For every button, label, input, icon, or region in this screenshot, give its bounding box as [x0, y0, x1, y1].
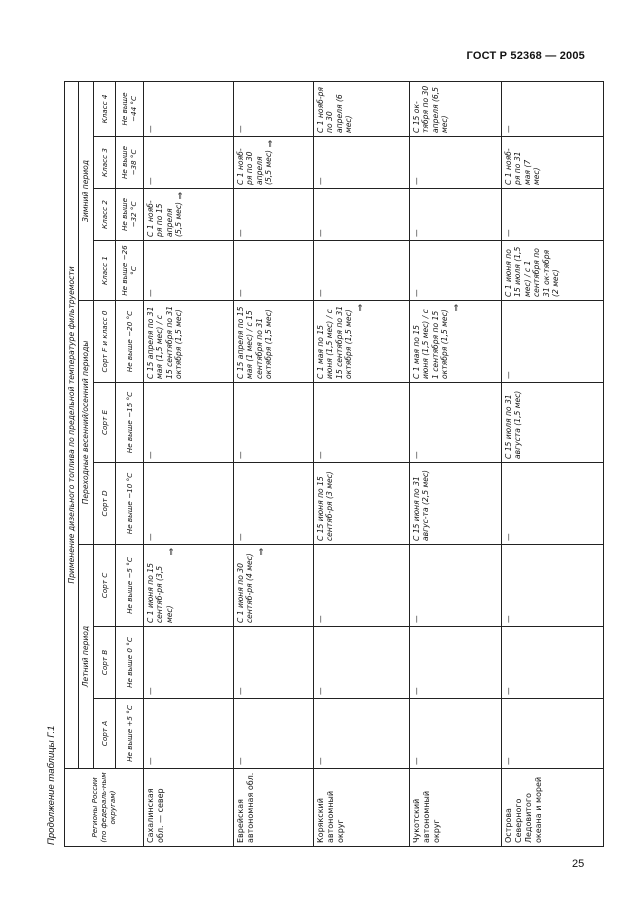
column-limit: Не выше −15 °С [115, 383, 143, 463]
column-limit: Не выше −32 °С [115, 189, 143, 241]
column-name: Класс 1 [93, 241, 115, 301]
dash-mark: — [503, 125, 513, 133]
period-text: С 1 июня по 15 сентяб-ря (3,5 мес) [145, 563, 174, 623]
table-cell [501, 699, 603, 769]
dash-mark: — [235, 125, 245, 133]
rotated-table [64, 82, 561, 847]
column-name: Сорт E [93, 383, 115, 463]
dash-mark: — [503, 533, 513, 541]
region-name: Еврейская автономная обл. [233, 769, 313, 847]
table-cell [233, 699, 313, 769]
group-transition: Переходные весенний/осенний периоды [79, 301, 93, 545]
dash-mark: — [315, 687, 325, 695]
region-name: Острова Северного Ледовитого океана и морей [501, 769, 603, 847]
dash-mark: — [145, 289, 155, 297]
table-row [409, 81, 501, 846]
standard-designation: ГОСТ Р 52368 — 2005 [466, 50, 585, 62]
period-text: С 1 нояб-ря по 15 апреля (5,5 мес) [145, 200, 184, 237]
dash-mark: — [411, 757, 421, 765]
column-limit: Не выше 0 °С [115, 627, 143, 699]
table-row [313, 81, 409, 846]
dash-mark: — [145, 177, 155, 185]
dash-mark: — [503, 229, 513, 237]
table-cell [409, 81, 501, 136]
table-cell [143, 383, 233, 463]
column-limit: Не выше +5 °С [115, 699, 143, 769]
column-name: Сорт D [93, 463, 115, 545]
table-cell [143, 699, 233, 769]
table-cell [313, 383, 409, 463]
table-cell [313, 81, 409, 136]
table-cell [409, 545, 501, 627]
page-number: 25 [572, 858, 585, 870]
arrow-icon: ⇒ [355, 304, 366, 312]
table-cell [233, 301, 313, 383]
table-cell [409, 137, 501, 189]
group-winter: Зимний период [79, 81, 93, 300]
column-limit: Не выше −10 °С [115, 463, 143, 545]
table-cell [143, 189, 233, 241]
arrow-icon: ⇒ [451, 304, 462, 312]
dash-mark: — [315, 451, 325, 459]
table-row [143, 81, 233, 846]
table-caption: Продолжение таблицы Г.1 [46, 725, 57, 845]
dash-mark: — [315, 615, 325, 623]
table-cell [233, 383, 313, 463]
dash-mark: — [145, 533, 155, 541]
arrow-icon: ⇒ [176, 192, 187, 200]
dash-mark: — [235, 289, 245, 297]
dash-mark: — [503, 687, 513, 695]
table-cell [143, 137, 233, 189]
table-cell [143, 463, 233, 545]
column-limit: Не выше −5 °С [115, 545, 143, 627]
table-cell [233, 241, 313, 301]
period-text: С 1 нояб-ря по 30 апреля (6 мес) [315, 87, 354, 133]
arrow-icon: ⇒ [256, 548, 267, 556]
table-cell [501, 241, 603, 301]
column-name: Сорт B [93, 627, 115, 699]
top-header: Применение дизельного топлива по предельной температуре фильтруемости [65, 81, 79, 768]
table-cell [233, 81, 313, 136]
table-cell [501, 81, 603, 136]
period-text: С 1 мая по 15 июня (1,5 мес) / с 1 сентября по 15 октября (1,5 мес) [411, 309, 450, 379]
table-cell [409, 699, 501, 769]
table-cell [313, 627, 409, 699]
table-cell [313, 241, 409, 301]
dash-mark: — [235, 757, 245, 765]
table-row [233, 81, 313, 846]
table-cell [313, 189, 409, 241]
table-cell [501, 189, 603, 241]
column-name: Сорт C [93, 545, 115, 627]
dash-mark: — [503, 371, 513, 379]
period-text: С 1 мая по 15 июня (1,5 мес) / с 15 сентября по 31 октября (1,5 мес) [315, 305, 354, 379]
dash-mark: — [411, 615, 421, 623]
table-cell [313, 137, 409, 189]
region-name: Чукотский автономный округ [409, 769, 501, 847]
period-text: С 1 июня по 30 сентяб-ря (4 мес) [235, 553, 255, 623]
table-cell [501, 137, 603, 189]
period-text: С 15 июня по 15 сентяб-ря (3 мес) [315, 471, 335, 541]
dash-mark: — [235, 687, 245, 695]
dash-mark: — [145, 757, 155, 765]
table-cell [313, 699, 409, 769]
table-cell [143, 545, 233, 627]
column-limit: Не выше −44 °С [115, 81, 143, 136]
dash-mark: — [145, 687, 155, 695]
period-text: С 1 нояб-ря по 30 апреля (5,5 мес) [235, 148, 274, 185]
dash-mark: — [315, 757, 325, 765]
region-name: Сахалинская обл. — север [143, 769, 233, 847]
column-name: Класс 2 [93, 189, 115, 241]
dash-mark: — [503, 757, 513, 765]
table-cell [233, 137, 313, 189]
dash-mark: — [315, 177, 325, 185]
dash-mark: — [235, 229, 245, 237]
period-text: С 1 июня по 15 июля (1,5 мес) / с 1 сентября по 31 ок-тября (2 мес) [503, 246, 561, 297]
arrow-icon: ⇒ [166, 548, 177, 556]
table-cell [233, 189, 313, 241]
period-text: С 1 нояб-ря по 31 мая (7 мес) [503, 148, 542, 185]
column-name: Сорт F и класс 0 [93, 301, 115, 383]
table-cell [409, 241, 501, 301]
column-name: Класс 4 [93, 81, 115, 136]
table-cell [313, 463, 409, 545]
period-text: С 15 ок-тября по 30 апреля (6,5 мес) [411, 85, 450, 133]
dash-mark: — [235, 451, 245, 459]
period-text: С 15 апреля по 15 мая (1 мес) / с 15 сентября по 31 октября (1,5 мес) [235, 306, 274, 379]
dash-mark: — [411, 229, 421, 237]
table-cell [409, 189, 501, 241]
column-name: Сорт A [93, 699, 115, 769]
table-row [501, 81, 603, 846]
dash-mark: — [411, 451, 421, 459]
fuel-table [64, 81, 604, 847]
table-cell [409, 301, 501, 383]
dash-mark: — [235, 533, 245, 541]
dash-mark: — [411, 289, 421, 297]
table-cell [501, 301, 603, 383]
dash-mark: — [145, 451, 155, 459]
column-limit: Не выше −38 °С [115, 137, 143, 189]
table-cell [313, 545, 409, 627]
dash-mark: — [411, 687, 421, 695]
dash-mark: — [315, 289, 325, 297]
table-cell [409, 627, 501, 699]
table-cell [501, 463, 603, 545]
table-cell [501, 383, 603, 463]
period-text: С 15 июня по 31 авгус-та (2,5 мес) [411, 469, 431, 541]
region-name: Корякский автономный округ [313, 769, 409, 847]
dash-mark: — [411, 177, 421, 185]
table-cell [233, 545, 313, 627]
group-summer: Летний период [79, 545, 93, 769]
arrow-icon: ⇒ [266, 140, 277, 148]
table-cell [233, 463, 313, 545]
region-header: Регионы России (по федераль-ным округам) [65, 769, 144, 847]
dash-mark: — [315, 229, 325, 237]
table-cell [143, 301, 233, 383]
table-cell [143, 627, 233, 699]
column-limit: Не выше −26 °С [115, 241, 143, 301]
period-text: С 15 июля по 31 августа (1,5 мес) [503, 390, 523, 459]
table-cell [409, 383, 501, 463]
table-cell [143, 81, 233, 136]
table-cell [143, 241, 233, 301]
table-cell [409, 463, 501, 545]
period-text: С 15 апреля по 31 мая (1,5 мес) / с 15 сентября по 31 октября (1,5 мес) [145, 305, 184, 379]
dash-mark: — [503, 615, 513, 623]
table-cell [313, 301, 409, 383]
table-cell [501, 627, 603, 699]
dash-mark: — [145, 125, 155, 133]
column-name: Класс 3 [93, 137, 115, 189]
table-cell [501, 545, 603, 627]
column-limit: Не выше −20 °С [115, 301, 143, 383]
table-cell [233, 627, 313, 699]
